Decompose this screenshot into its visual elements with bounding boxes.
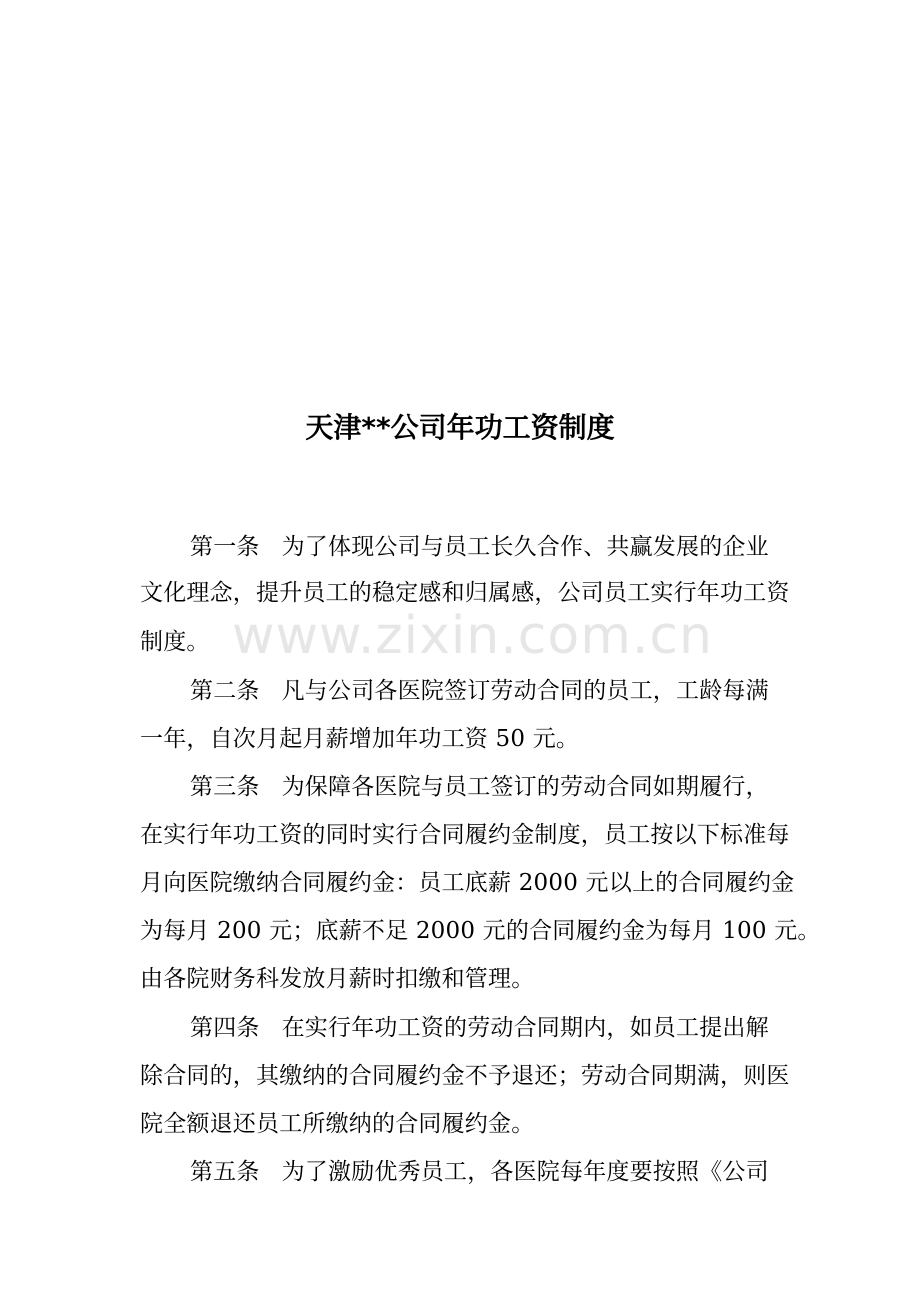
article-3-line-5: 由各院财务科发放月薪时扣缴和管理。 <box>140 966 535 992</box>
article-4-line-2: 除合同的，其缴纳的合同履约金不予退还；劳动合同期满，则医 <box>140 1063 790 1089</box>
article-1-line-2: 文化理念，提升员工的稳定感和归属感，公司员工实行年功工资 <box>140 580 790 606</box>
article-4-line-3: 院全额退还员工所缴纳的合同履约金。 <box>140 1111 535 1137</box>
document-title: 天津**公司年功工资制度 <box>305 411 615 444</box>
article-1-number: 第一条 <box>190 534 260 560</box>
article-4-text: 在实行年功工资的劳动合同期内，如员工提出解 <box>281 1015 769 1041</box>
article-1-line-3: 制度。 <box>140 629 210 655</box>
article-1-text: 为了体现公司与员工长久合作、共赢发展的企业 <box>281 534 769 560</box>
watermark: www.zixin.com.cn <box>232 606 713 666</box>
article-5-number: 第五条 <box>190 1159 260 1185</box>
article-4-number: 第四条 <box>190 1015 260 1041</box>
article-3-line-2: 在实行年功工资的同时实行合同履约金制度，员工按以下标准每 <box>140 822 790 848</box>
article-3-number: 第三条 <box>190 774 260 800</box>
article-2-line-1 <box>190 676 785 706</box>
article-3-text: 为保障各医院与员工签订的劳动合同如期履行， <box>281 774 769 800</box>
article-3-line-3: 月向医院缴纳合同履约金：员工底薪 2000 元以上的合同履约金 <box>140 870 795 896</box>
article-3-line-1 <box>190 772 785 802</box>
article-3-line-4: 为每月 200 元；底薪不足 2000 元的合同履约金为每月 100 元。 <box>140 918 821 944</box>
article-2-number: 第二条 <box>190 678 260 704</box>
article-5-text: 为了激励优秀员工，各医院每年度要按照《公司 <box>281 1159 769 1185</box>
article-2-text: 凡与公司各医院签订劳动合同的员工，工龄每满 <box>281 678 769 704</box>
article-1-line-1 <box>190 532 785 562</box>
article-4-line-1 <box>190 1013 785 1043</box>
article-2-line-2: 一年，自次月起月薪增加年功工资 50 元。 <box>140 726 580 752</box>
article-5-line-1 <box>190 1157 785 1187</box>
